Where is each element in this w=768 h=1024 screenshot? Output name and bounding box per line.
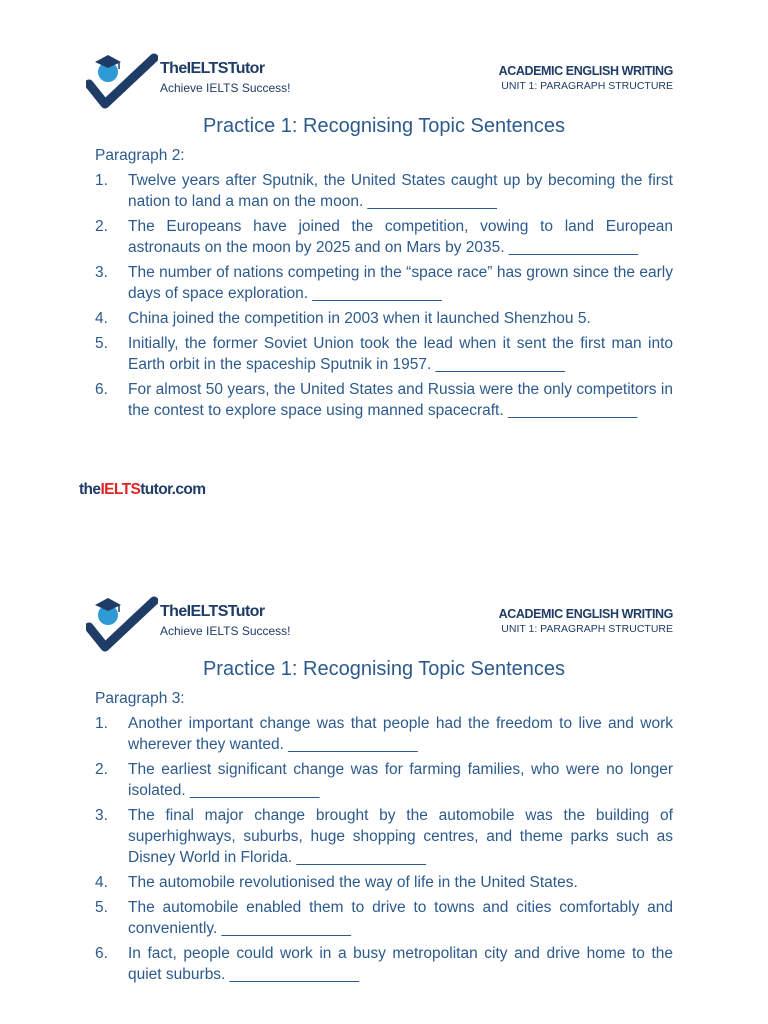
checkmark-graduate-logo-icon	[86, 595, 158, 655]
item-number: 1.	[95, 172, 108, 189]
item-text: The final major change brought by the automobile was the building of superhighways, suburbs, huge shopping centres, and theme parks such as Disney World in Florida. _______________	[128, 807, 673, 866]
item-number: 3.	[95, 264, 108, 281]
brand-tagline: Achieve IELTS Success!	[160, 81, 291, 95]
brand-name: TheIELTSTutor	[160, 603, 265, 620]
item-text: The number of nations competing in the “space race” has grown since the early days of space exploration. _______________	[128, 264, 673, 302]
checkmark-graduate-logo-icon	[86, 52, 158, 112]
item-text: Twelve years after Sputnik, the United States caught up by becoming the first nation to land a man on the moon. _______________	[128, 172, 673, 210]
page-title: Practice 1: Recognising Topic Sentences	[202, 115, 566, 137]
item-text: Another important change was that people had the freedom to live and work wherever they wanted. _______________	[128, 715, 673, 753]
list-item	[95, 872, 673, 893]
list-item	[95, 713, 673, 755]
list-item	[95, 216, 673, 258]
list-item	[95, 379, 673, 421]
list-item	[95, 333, 673, 375]
list-item	[95, 308, 673, 329]
item-text: The Europeans have joined the competition, vowing to land European astronauts on the moon by 2025 and on Mars by 2035. _______________	[128, 218, 673, 256]
course-title: ACADEMIC ENGLISH WRITING	[498, 607, 673, 621]
item-number: 4.	[95, 310, 108, 327]
item-number: 3.	[95, 807, 108, 824]
item-text: China joined the competition in 2003 when it launched Shenzhou 5.	[128, 310, 591, 327]
item-number: 2.	[95, 761, 108, 778]
list-item	[95, 897, 673, 939]
paragraph-label: Paragraph 3:	[95, 690, 185, 707]
list-item	[95, 170, 673, 212]
item-number: 2.	[95, 218, 108, 235]
sentence-list	[95, 713, 673, 989]
item-number: 5.	[95, 335, 108, 352]
item-number: 5.	[95, 899, 108, 916]
course-title: ACADEMIC ENGLISH WRITING	[498, 64, 673, 78]
brand-tagline: Achieve IELTS Success!	[160, 624, 291, 638]
item-text: Initially, the former Soviet Union took the lead when it sent the first man into Earth orbit in the spaceship Sputnik in 1957. _______________	[128, 335, 673, 373]
item-number: 6.	[95, 945, 108, 962]
item-number: 6.	[95, 381, 108, 398]
item-text: The automobile enabled them to drive to towns and cities comfortably and conveniently. _______________	[128, 899, 673, 937]
item-text: For almost 50 years, the United States and Russia were the only competitors in the contest to explore space using manned spacecraft. _______________	[128, 381, 673, 419]
footer-highlight: IELTS	[100, 481, 141, 498]
item-number: 4.	[95, 874, 108, 891]
paragraph-label: Paragraph 2:	[95, 147, 185, 164]
footer-suffix: tutor.com	[140, 481, 206, 498]
unit-title: UNIT 1: PARAGRAPH STRUCTURE	[501, 623, 673, 635]
unit-title: UNIT 1: PARAGRAPH STRUCTURE	[501, 80, 673, 92]
item-text: In fact, people could work in a busy metropolitan city and drive home to the quiet suburbs. _______________	[128, 945, 673, 983]
sentence-list	[95, 170, 673, 425]
item-text: The automobile revolutionised the way of life in the United States.	[128, 874, 578, 891]
list-item	[95, 262, 673, 304]
page-title: Practice 1: Recognising Topic Sentences	[202, 658, 566, 680]
list-item	[95, 943, 673, 985]
item-number: 1.	[95, 715, 108, 732]
footer-prefix: the	[79, 481, 101, 498]
list-item	[95, 805, 673, 868]
list-item	[95, 759, 673, 801]
website-footer-link[interactable]	[79, 481, 205, 499]
item-text: The earliest significant change was for farming families, who were no longer isolated. _______________	[128, 761, 673, 799]
brand-name: TheIELTSTutor	[160, 60, 265, 77]
